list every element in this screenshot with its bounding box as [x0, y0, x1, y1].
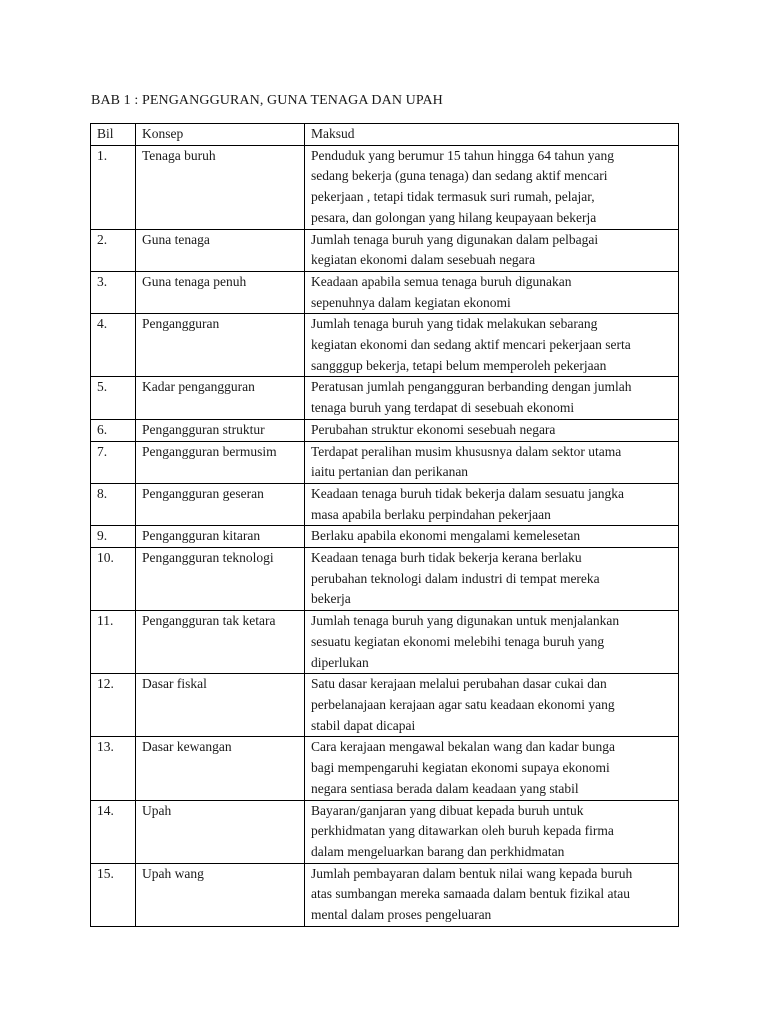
- cell-bil: 10.: [91, 548, 136, 611]
- cell-maksud: Keadaan tenaga burh tidak bekerja kerana berlaku perubahan teknologi dalam industri di tempat mereka bekerja: [305, 548, 679, 611]
- cell-maksud: Satu dasar kerajaan melalui perubahan dasar cukai dan perbelanajaan kerajaan agar satu keadaan ekonomi yang stabil dapat dicapai: [305, 674, 679, 737]
- cell-konsep: Pengangguran struktur: [136, 419, 305, 441]
- cell-konsep: Pengangguran kitaran: [136, 526, 305, 548]
- cell-bil: 11.: [91, 611, 136, 674]
- page-title: BAB 1 : PENGANGGURAN, GUNA TENAGA DAN UPAH: [91, 93, 443, 108]
- cell-maksud: Keadaan tenaga buruh tidak bekerja dalam sesuatu jangka masa apabila berlaku perpindahan pekerjaan: [305, 483, 679, 525]
- table-row: [91, 419, 679, 441]
- table-row: [91, 377, 679, 419]
- cell-konsep: Upah wang: [136, 863, 305, 926]
- table-row: [91, 674, 679, 737]
- cell-bil: 7.: [91, 441, 136, 483]
- cell-bil: 12.: [91, 674, 136, 737]
- cell-konsep: Guna tenaga penuh: [136, 271, 305, 313]
- cell-bil: 13.: [91, 737, 136, 800]
- cell-bil: 4.: [91, 314, 136, 377]
- cell-bil: 6.: [91, 419, 136, 441]
- table-row: [91, 863, 679, 926]
- cell-bil: 8.: [91, 483, 136, 525]
- cell-konsep: Pengangguran: [136, 314, 305, 377]
- cell-maksud: Jumlah tenaga buruh yang tidak melakukan sebarang kegiatan ekonomi dan sedang aktif mencari pekerjaan serta sangggup bekerja, tetapi belum memperoleh pekerjaan: [305, 314, 679, 377]
- table-row: [91, 229, 679, 271]
- cell-bil: 2.: [91, 229, 136, 271]
- table-row: [91, 314, 679, 377]
- cell-konsep: Pengangguran tak ketara: [136, 611, 305, 674]
- cell-maksud: Jumlah pembayaran dalam bentuk nilai wang kepada buruh atas sumbangan mereka samaada dalam bentuk fizikal atau mental dalam proses pengeluaran: [305, 863, 679, 926]
- cell-maksud: Bayaran/ganjaran yang dibuat kepada buruh untuk perkhidmatan yang ditawarkan oleh buruh kepada firma dalam mengeluarkan barang dan perkhidmatan: [305, 800, 679, 863]
- cell-konsep: Dasar fiskal: [136, 674, 305, 737]
- table-row: [91, 548, 679, 611]
- cell-konsep: Pengangguran bermusim: [136, 441, 305, 483]
- table-row: [91, 611, 679, 674]
- cell-maksud: Cara kerajaan mengawal bekalan wang dan kadar bunga bagi mempengaruhi kegiatan ekonomi supaya ekonomi negara sentiasa berada dalam keadaan yang stabil: [305, 737, 679, 800]
- table-row: [91, 145, 679, 229]
- header-bil: Bil: [91, 124, 136, 146]
- cell-bil: 1.: [91, 145, 136, 229]
- cell-maksud: Jumlah tenaga buruh yang digunakan dalam pelbagai kegiatan ekonomi dalam sesebuah negara: [305, 229, 679, 271]
- cell-maksud: Peratusan jumlah pengangguran berbanding dengan jumlah tenaga buruh yang terdapat di sesebuah ekonomi: [305, 377, 679, 419]
- table-row: [91, 483, 679, 525]
- cell-maksud: Jumlah tenaga buruh yang digunakan untuk menjalankan sesuatu kegiatan ekonomi melebihi tenaga buruh yang diperlukan: [305, 611, 679, 674]
- cell-bil: 9.: [91, 526, 136, 548]
- cell-maksud: Berlaku apabila ekonomi mengalami kemelesetan: [305, 526, 679, 548]
- table-row: [91, 737, 679, 800]
- table-row: [91, 800, 679, 863]
- cell-maksud: Keadaan apabila semua tenaga buruh digunakan sepenuhnya dalam kegiatan ekonomi: [305, 271, 679, 313]
- cell-bil: 15.: [91, 863, 136, 926]
- concept-table: [90, 123, 679, 927]
- cell-konsep: Pengangguran teknologi: [136, 548, 305, 611]
- table-row: [91, 271, 679, 313]
- cell-konsep: Upah: [136, 800, 305, 863]
- cell-konsep: Guna tenaga: [136, 229, 305, 271]
- cell-bil: 5.: [91, 377, 136, 419]
- cell-konsep: Pengangguran geseran: [136, 483, 305, 525]
- header-maksud: Maksud: [305, 124, 679, 146]
- cell-konsep: Kadar pengangguran: [136, 377, 305, 419]
- cell-konsep: Dasar kewangan: [136, 737, 305, 800]
- table-row: [91, 526, 679, 548]
- cell-maksud: Penduduk yang berumur 15 tahun hingga 64 tahun yang sedang bekerja (guna tenaga) dan sedang aktif mencari pekerjaan , tetapi tidak termasuk suri rumah, pelajar, pesara, dan golongan yang hilang keupayaan bekerja: [305, 145, 679, 229]
- table-row: [91, 441, 679, 483]
- cell-bil: 14.: [91, 800, 136, 863]
- table-header-row: [91, 124, 679, 146]
- cell-konsep: Tenaga buruh: [136, 145, 305, 229]
- header-konsep: Konsep: [136, 124, 305, 146]
- cell-bil: 3.: [91, 271, 136, 313]
- cell-maksud: Perubahan struktur ekonomi sesebuah negara: [305, 419, 679, 441]
- cell-maksud: Terdapat peralihan musim khususnya dalam sektor utama iaitu pertanian dan perikanan: [305, 441, 679, 483]
